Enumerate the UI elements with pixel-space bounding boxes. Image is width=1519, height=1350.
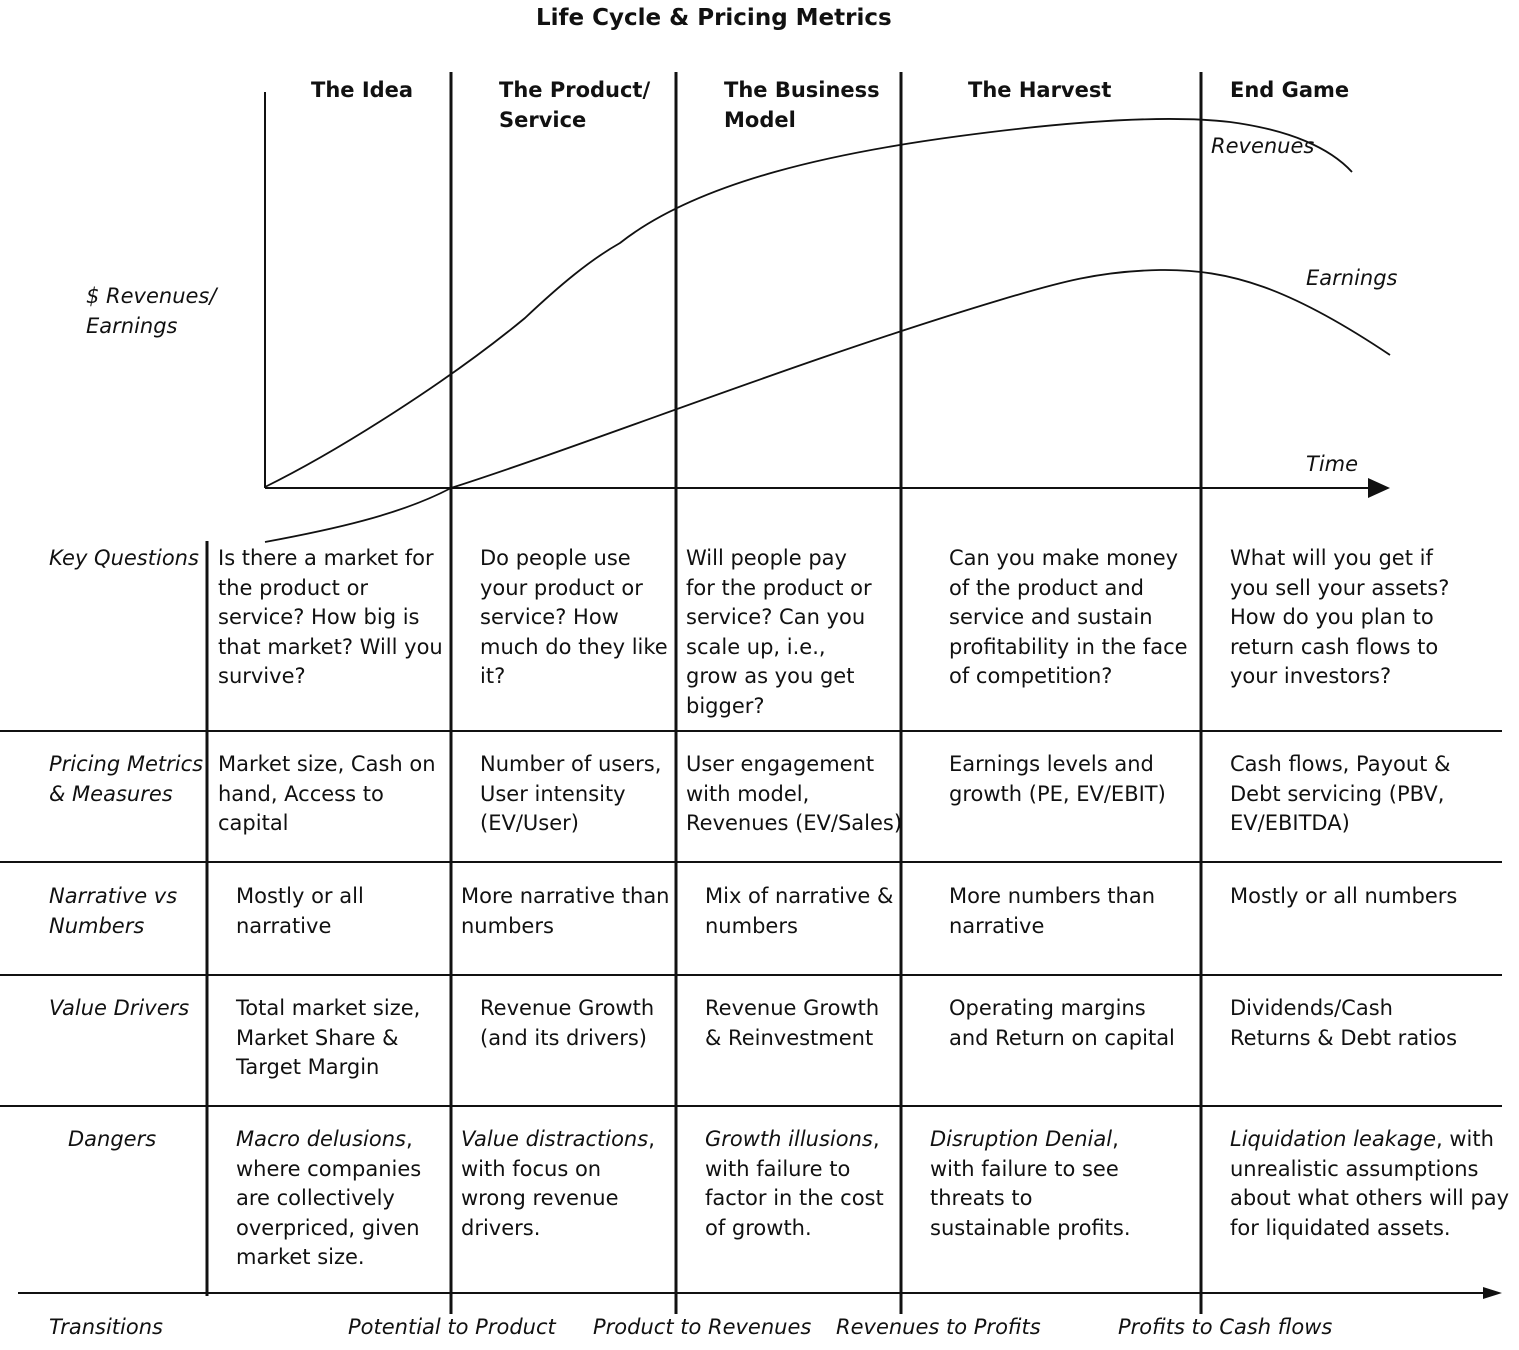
cell-line: where companies	[236, 1156, 422, 1181]
cell-line: your investors?	[1230, 664, 1392, 688]
row-label-line: Key Questions	[49, 546, 199, 570]
dangers-harvest	[930, 1125, 1131, 1243]
narrative-idea	[236, 882, 364, 941]
cell-line: service? Can you	[686, 605, 866, 629]
cell-line: of the product and	[949, 575, 1145, 600]
row-label-key-questions	[49, 544, 199, 574]
cell-line: bigger?	[686, 693, 765, 718]
stage-heading-line: The Harvest	[968, 78, 1112, 102]
cell-line: with model,	[686, 781, 810, 806]
cell-line: User engagement	[686, 752, 875, 776]
cell-line: Market size, Cash on	[218, 752, 436, 776]
row-label-line: Value Drivers	[49, 996, 190, 1020]
transition-profits-to-cash-flows: Profits to Cash flows	[1118, 1315, 1333, 1339]
diagram-title: Life Cycle & Pricing Metrics	[536, 5, 892, 31]
key-questions-end-game	[1230, 544, 1449, 692]
cell-line: growth (PE, EV/EBIT)	[949, 781, 1166, 806]
cell-line: More narrative than	[461, 884, 670, 908]
danger-tail: ,	[405, 1127, 413, 1151]
danger-name: Value distractions	[461, 1127, 649, 1151]
value-drivers-product	[480, 994, 654, 1053]
cell-line: your product or	[480, 575, 643, 600]
cell-line: User intensity	[480, 781, 626, 806]
narrative-business-model	[705, 882, 893, 941]
danger-name: Disruption Denial	[930, 1127, 1113, 1151]
cell-line: Operating margins	[949, 996, 1146, 1020]
x-axis-label: Time	[1306, 452, 1359, 476]
narrative-harvest	[949, 882, 1155, 941]
cell-line	[461, 1125, 655, 1155]
cell-line: numbers	[705, 913, 798, 938]
cell-line: capital	[218, 811, 289, 835]
cell-line: profitability in the face	[949, 634, 1188, 659]
stage-heading-line: End Game	[1230, 78, 1350, 102]
key-questions-idea	[218, 544, 443, 692]
value-drivers-idea	[236, 994, 420, 1083]
cell-line: EV/EBITDA)	[1230, 811, 1350, 835]
cell-line: Revenue Growth	[480, 996, 655, 1020]
cell-line: Revenue Growth	[705, 996, 880, 1020]
danger-tail: ,	[872, 1127, 880, 1151]
row-label-value-drivers	[49, 994, 189, 1024]
cell-line	[930, 1125, 1131, 1155]
pricing-metrics-harvest	[949, 750, 1166, 809]
cell-line: Is there a market for	[218, 546, 434, 570]
cell-line: Can you make money	[949, 546, 1179, 570]
narrative-end-game	[1230, 882, 1457, 912]
transition-potential-to-product: Potential to Product	[348, 1315, 556, 1339]
cell-line: and Return on capital	[949, 1025, 1175, 1050]
danger-name: Liquidation leakage	[1230, 1127, 1437, 1151]
cell-line: unrealistic assumptions	[1230, 1156, 1479, 1181]
row-label-narrative-vs-numbers	[49, 882, 177, 941]
transition-revenues-to-profits: Revenues to Profits	[836, 1315, 1041, 1339]
cell-line: sustainable profits.	[930, 1215, 1131, 1240]
stage-heading-idea	[311, 75, 413, 105]
dangers-end-game	[1230, 1125, 1509, 1243]
cell-line: hand, Access to	[218, 781, 384, 806]
y-axis-label	[86, 282, 216, 341]
cell-line: that market? Will you	[218, 634, 443, 659]
pricing-metrics-end-game	[1230, 750, 1450, 839]
cell-line	[1230, 1125, 1509, 1155]
cell-line: with failure to see	[930, 1156, 1119, 1181]
cell-line: about what others will pay	[1230, 1186, 1510, 1210]
cell-line: for liquidated assets.	[1230, 1215, 1451, 1240]
danger-name: Macro delusions	[236, 1127, 406, 1151]
row-label-pricing-metrics	[49, 750, 203, 809]
pricing-metrics-idea	[218, 750, 436, 839]
cell-line: Revenues (EV/Sales)	[686, 811, 903, 835]
key-questions-product	[480, 544, 668, 692]
earnings-curve	[265, 270, 1390, 542]
cell-line: (and its drivers)	[480, 1025, 647, 1050]
row-label-line: Pricing Metrics	[49, 752, 204, 776]
value-drivers-harvest	[949, 994, 1175, 1053]
y-axis-label-line: $ Revenues/	[86, 284, 217, 308]
cell-line: narrative	[236, 913, 332, 938]
cell-line: (EV/User)	[480, 811, 579, 835]
stage-heading-line: Model	[724, 108, 796, 132]
cell-line: Cash flows, Payout &	[1230, 752, 1451, 776]
stage-heading-harvest	[968, 75, 1111, 105]
dangers-idea	[236, 1125, 421, 1273]
cell-line: & Reinvestment	[705, 1025, 874, 1050]
cell-line: of competition?	[949, 664, 1113, 688]
cell-line: threats to	[930, 1186, 1033, 1210]
key-questions-harvest	[949, 544, 1188, 692]
stage-heading-line: The Business	[724, 78, 880, 102]
cell-line: scale up, i.e.,	[686, 634, 826, 659]
cell-line: Earnings levels and	[949, 752, 1154, 776]
cell-line: More numbers than	[949, 884, 1156, 908]
cell-line: service? How	[480, 605, 619, 629]
cell-line: service and sustain	[949, 605, 1153, 629]
cell-line: numbers	[461, 913, 554, 938]
y-axis-label-line: Earnings	[86, 313, 178, 338]
dangers-business-model	[705, 1125, 884, 1243]
stage-heading-line: The Idea	[311, 78, 414, 102]
stage-heading-business-model	[724, 75, 880, 135]
stage-heading-product	[499, 75, 650, 135]
cell-line: overpriced, given	[236, 1215, 420, 1240]
row-label-line: & Measures	[49, 781, 173, 806]
cell-line: Target Margin	[236, 1055, 380, 1079]
cell-line: much do they like	[480, 634, 668, 659]
cell-line	[236, 1125, 421, 1155]
cell-line: Total market size,	[236, 996, 421, 1020]
cell-line: you sell your assets?	[1230, 575, 1450, 600]
cell-line: How do you plan to	[1230, 605, 1434, 629]
x-axis-arrowhead	[1368, 478, 1390, 498]
dangers-product	[461, 1125, 655, 1243]
cell-line: drivers.	[461, 1215, 541, 1240]
cell-line: service? How big is	[218, 605, 420, 629]
pricing-metrics-product	[480, 750, 661, 839]
cell-line: grow as you get	[686, 664, 855, 688]
cell-line: Number of users,	[480, 752, 662, 776]
danger-name: Growth illusions	[705, 1127, 873, 1151]
cell-line: are collectively	[236, 1186, 395, 1210]
cell-line	[705, 1125, 884, 1155]
danger-tail: ,	[648, 1127, 655, 1151]
cell-line: Debt servicing (PBV,	[1230, 781, 1445, 806]
stage-heading-end-game	[1230, 75, 1349, 105]
danger-tail: ,	[1112, 1127, 1119, 1151]
row-label-line: Narrative vs	[49, 884, 178, 908]
cell-line: of growth.	[705, 1215, 812, 1240]
stage-heading-line: Service	[499, 108, 587, 132]
cell-line: return cash flows to	[1230, 634, 1439, 659]
cell-line: for the product or	[686, 575, 872, 600]
cell-line: factor in the cost	[705, 1186, 884, 1210]
cell-line: market size.	[236, 1245, 365, 1269]
value-drivers-business-model	[705, 994, 879, 1053]
cell-line: Mix of narrative &	[705, 884, 894, 908]
earnings-curve-label: Earnings	[1306, 266, 1398, 290]
transition-product-to-revenues: Product to Revenues	[593, 1315, 812, 1339]
row-label-line: Dangers	[68, 1127, 157, 1151]
key-questions-business-model	[686, 544, 872, 721]
cell-line: wrong revenue	[461, 1186, 619, 1210]
transitions-arrowhead	[1483, 1287, 1502, 1299]
cell-line: Returns & Debt ratios	[1230, 1025, 1458, 1050]
cell-line: Mostly or all	[236, 884, 364, 908]
cell-line: with failure to	[705, 1156, 851, 1181]
cell-line: Dividends/Cash	[1230, 996, 1393, 1020]
transitions-label: Transitions	[49, 1315, 163, 1339]
row-label-line: Numbers	[49, 913, 145, 938]
revenues-curve	[265, 119, 1352, 487]
cell-line: narrative	[949, 913, 1045, 938]
pricing-metrics-business-model	[686, 750, 902, 839]
cell-line: Market Share &	[236, 1025, 399, 1050]
cell-line: Will people pay	[686, 546, 847, 570]
stage-heading-line: The Product/	[499, 78, 651, 102]
cell-line: What will you get if	[1230, 546, 1433, 570]
cell-line: Mostly or all numbers	[1230, 884, 1458, 908]
revenues-curve-label: Revenues	[1211, 134, 1315, 158]
row-label-dangers	[68, 1125, 156, 1155]
cell-line: the product or	[218, 575, 369, 600]
cell-line: it?	[480, 664, 506, 688]
cell-line: with focus on	[461, 1156, 602, 1181]
value-drivers-end-game	[1230, 994, 1457, 1053]
cell-line: Do people use	[480, 546, 631, 570]
narrative-product	[461, 882, 670, 941]
cell-line: survive?	[218, 664, 306, 688]
danger-tail: , with	[1436, 1127, 1494, 1151]
